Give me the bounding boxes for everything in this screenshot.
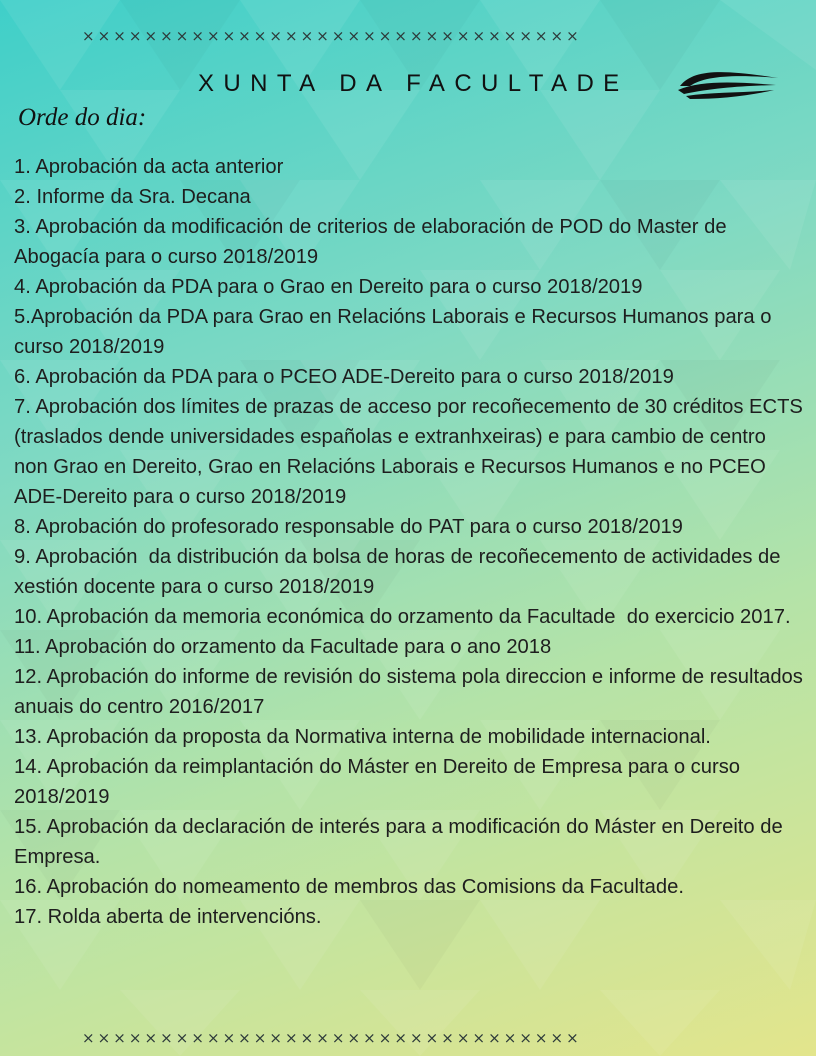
agenda-item: 4. Aprobación da PDA para o Grao en Dereito para o curso 2018/2019 xyxy=(14,276,643,298)
agenda-item: 10. Aprobación da memoria económica do orzamento da Facultade do exercicio 2017. xyxy=(14,606,791,628)
agenda-subtitle: Orde do dia: xyxy=(18,104,147,131)
agenda-item: 3. Aprobación da modificación de criterios de elaboración de POD do Master de Abogacía para o curso 2018/2019 xyxy=(14,216,732,268)
agenda-item: 7. Aprobación dos límites de prazas de acceso por recoñecemento de 30 créditos ECTS (traslados dende universidades españolas e extranhxeiras) e para cambio de centro non Grao en Dereito, Grao en Relacións Laborais e Recursos Humanos e no PCEO ADE-Dereito para o curso 2018/2019 xyxy=(14,396,809,508)
agenda-item: 5.Aprobación da PDA para Grao en Relacións Laborais e Recursos Humanos para o curso 2018/2019 xyxy=(14,306,778,358)
agenda-list xyxy=(14,152,809,932)
wave-swoosh-icon xyxy=(674,66,782,102)
agenda-item: 15. Aprobación da declaración de interés para a modificación do Máster en Dereito de Empresa. xyxy=(14,816,789,868)
agenda-item: 12. Aprobación do informe de revisión do sistema pola direccion e informe de resultados anuais do centro 2016/2017 xyxy=(14,666,809,718)
agenda-item: 2. Informe da Sra. Decana xyxy=(14,186,251,208)
top-cross-separator: ×××××××××××××××××××××××××××××××× xyxy=(82,27,582,45)
agenda-item: 9. Aprobación da distribución da bolsa de horas de recoñecemento de actividades de xestión docente para o curso 2018/2019 xyxy=(14,546,787,598)
bottom-cross-separator: ×××××××××××××××××××××××××××××××× xyxy=(82,1029,582,1047)
agenda-item: 13. Aprobación da proposta da Normativa interna de mobilidade internacional. xyxy=(14,726,711,748)
agenda-item: 16. Aprobación do nomeamento de membros das Comisions da Facultade. xyxy=(14,876,684,898)
agenda-item: 11. Aprobación do orzamento da Facultade para o ano 2018 xyxy=(14,636,552,658)
agenda-item: 6. Aprobación da PDA para o PCEO ADE-Dereito para o curso 2018/2019 xyxy=(14,366,674,388)
agenda-item: 8. Aprobación do profesorado responsable do PAT para o curso 2018/2019 xyxy=(14,516,683,538)
page-title: XUNTA DA FACULTADE xyxy=(198,70,629,97)
agenda-item: 17. Rolda aberta de intervencións. xyxy=(14,906,322,928)
agenda-item: 14. Aprobación da reimplantación do Máster en Dereito de Empresa para o curso 2018/2019 xyxy=(14,756,746,808)
agenda-item: 1. Aprobación da acta anterior xyxy=(14,156,284,178)
